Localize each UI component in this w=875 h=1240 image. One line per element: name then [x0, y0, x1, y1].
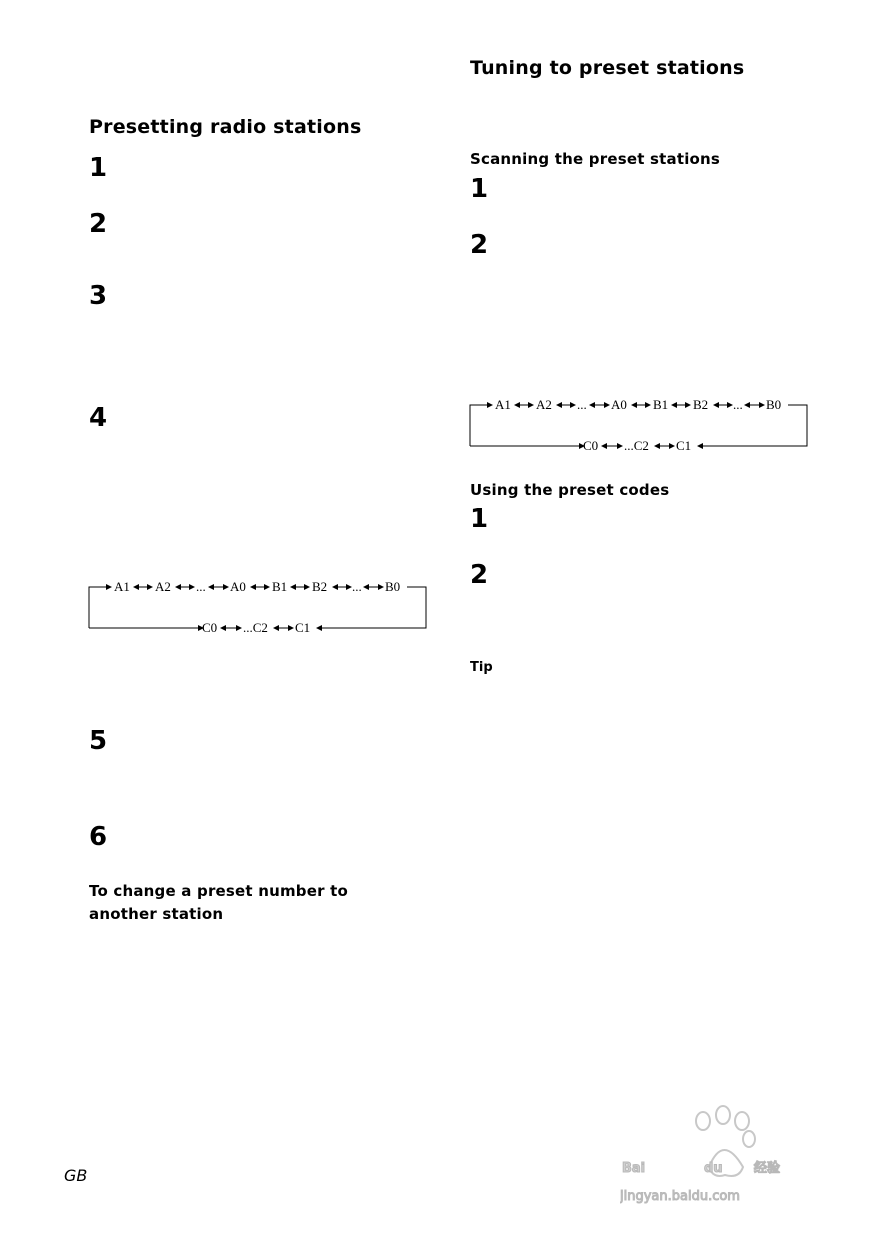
preset-code: B0	[385, 579, 401, 594]
preset-cycle-diagram	[85, 575, 435, 635]
step-number: 1	[470, 504, 489, 534]
step-number: 5	[89, 726, 108, 756]
step-number: 2	[470, 560, 489, 590]
step-number: 3	[89, 281, 108, 311]
tip-label: Tip	[470, 660, 493, 675]
preset-code: ...	[352, 579, 362, 594]
step-number: 6	[89, 822, 108, 852]
watermark-text	[620, 1128, 830, 1208]
preset-code: B2	[312, 579, 328, 594]
watermark-brand-tail: du	[704, 1161, 723, 1176]
preset-code: ...	[196, 579, 206, 594]
step-number: 1	[470, 174, 489, 204]
preset-code: B1	[272, 579, 288, 594]
step-number: 1	[89, 153, 108, 183]
watermark-brand: Bai	[622, 1161, 646, 1176]
step-number: 2	[470, 230, 489, 260]
preset-code: C1	[295, 620, 311, 635]
section-heading-presetting: Presetting radio stations	[89, 116, 362, 138]
step-number: 2	[89, 209, 108, 239]
preset-code: ...	[733, 397, 743, 412]
subheading-change-preset: To change a preset number to another station	[89, 882, 349, 923]
preset-cycle-diagram	[466, 393, 816, 453]
watermark-product: 经验	[754, 1161, 781, 1176]
preset-code: C1	[676, 438, 692, 453]
preset-code: B2	[693, 397, 709, 412]
subheading-scanning: Scanning the preset stations	[470, 150, 721, 168]
preset-code: ...C2	[624, 438, 649, 453]
step-number: 4	[89, 403, 108, 433]
preset-code: ...C2	[243, 620, 268, 635]
preset-code: A1	[114, 579, 130, 594]
preset-code: ...	[577, 397, 587, 412]
subheading-preset-codes: Using the preset codes	[470, 481, 670, 499]
page-language-code: GB	[64, 1166, 88, 1185]
watermark-url: jingyan.baidu.com	[620, 1189, 740, 1204]
preset-code: A0	[611, 397, 627, 412]
preset-code: C0	[583, 438, 599, 453]
preset-code: C0	[202, 620, 218, 635]
preset-code: A0	[230, 579, 246, 594]
preset-code: B1	[653, 397, 669, 412]
preset-code: A2	[536, 397, 552, 412]
section-heading-tuning: Tuning to preset stations	[470, 57, 745, 79]
preset-code: A1	[495, 397, 511, 412]
preset-code: A2	[155, 579, 171, 594]
preset-code: B0	[766, 397, 782, 412]
